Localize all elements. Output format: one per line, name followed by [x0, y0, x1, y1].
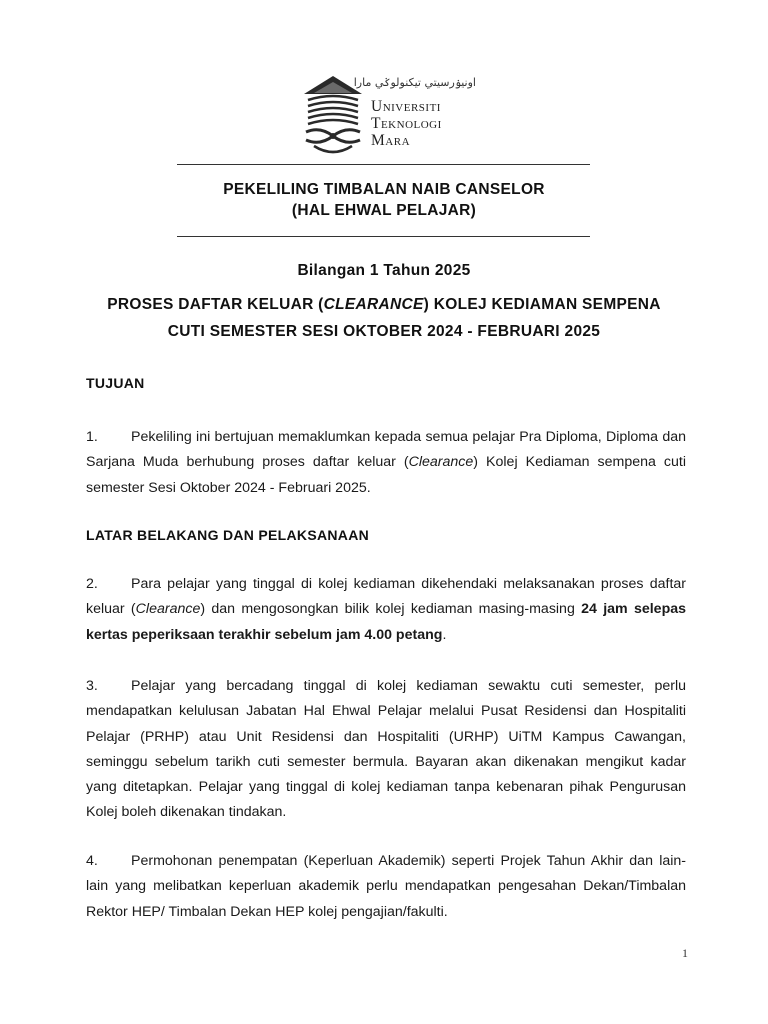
- paragraph-3: [86, 674, 686, 826]
- paragraph-number: 4.: [86, 853, 98, 869]
- subject-text-italic: CLEARANCE: [323, 296, 424, 313]
- paragraph-italic: Clearance: [408, 454, 474, 471]
- logo-jawi-text: اونيۏرسيتي تيكنولوݢي مارا: [353, 76, 476, 89]
- paragraph-number: 2.: [86, 576, 98, 592]
- title-line-1: PEKELILING TIMBALAN NAIB CANSELOR: [223, 181, 545, 198]
- paragraph-text: Para pelajar yang tinggal di kolej kediaman dikehendaki melaksanakan proses daftar keluar (: [86, 576, 686, 618]
- subject-text-b: ) KOLEJ KEDIAMAN SEMPENA: [423, 296, 661, 313]
- section-latar-belakang: LATAR BELAKANG DAN PELAKSANAAN: [86, 527, 370, 543]
- page-number: 1: [682, 946, 688, 960]
- section-tujuan: TUJUAN: [86, 375, 145, 391]
- logo-wordmark: [371, 98, 442, 149]
- paragraph-4: [86, 849, 686, 925]
- paragraph-text: Pekeliling ini bertujuan memaklumkan kepada semua pelajar Pra Diploma, Diploma dan Sarjana Muda berhubung proses daftar keluar (: [86, 429, 686, 471]
- paragraph-text: ) Kolej Kediaman sempena cuti semester Sesi Oktober 2024 - Februari 2025.: [86, 454, 686, 496]
- paragraph-text: Permohonan penempatan (Keperluan Akademik) seperti Projek Tahun Akhir dan lain-lain yang melibatkan keperluan akademik perlu mendapatkan pengesahan Dekan/Timbalan Rektor HEP/ Timbalan Dekan HEP kolej pengajian/fakulti.: [86, 853, 686, 920]
- paragraph-text: Pelajar yang bercadang tinggal di kolej kediaman sewaktu cuti semester, perlu mendapatkan kelulusan Jabatan Hal Ehwal Pelajar melalui Pusat Residensi dan Hospitaliti Pelajar (PRHP) atau Unit Residensi dan Hospitaliti (URHP) UiTM Kampus Cawangan, seminggu sebelum tarikh cuti semester bermula. Bayaran akan dikenakan mengikut kadar yang ditetapkan. Pelajar yang tinggal di kolej kediaman tanpa kebenaran pihak Pengurusan Kolej boleh dikenakan tindakan.: [86, 678, 686, 821]
- logo-line-mara: Mara: [371, 132, 411, 149]
- paragraph-2: [86, 572, 686, 648]
- paragraph-bold: 24 jam selepas kertas peperiksaan terakhir sebelum jam 4.00 petang: [86, 601, 687, 643]
- paragraph-text: .: [442, 626, 447, 643]
- paragraph-number: 3.: [86, 678, 98, 694]
- logo-line-universiti: Universiti: [371, 98, 441, 115]
- title-line-2: (HAL EHWAL PELAJAR): [291, 202, 477, 219]
- paragraph-text: ) dan mengosongkan bilik kolej kediaman masing-masing: [200, 601, 582, 618]
- paragraph-italic: Clearance: [135, 601, 201, 618]
- logo-line-teknologi: Teknologi: [371, 115, 442, 132]
- bilangan: Bilangan 1 Tahun 2025: [297, 262, 471, 279]
- paragraph-number: 1.: [86, 429, 98, 445]
- uitm-logo: [300, 74, 480, 158]
- subject-line-2: CUTI SEMESTER SESI OKTOBER 2024 - FEBRUARI 2025: [167, 323, 601, 340]
- bottom-divider: [177, 236, 590, 237]
- subject-text-a: PROSES DAFTAR KELUAR (: [107, 296, 324, 313]
- paragraph-1: [86, 425, 686, 501]
- subject-line-1: [0, 296, 768, 314]
- top-divider: [177, 164, 590, 165]
